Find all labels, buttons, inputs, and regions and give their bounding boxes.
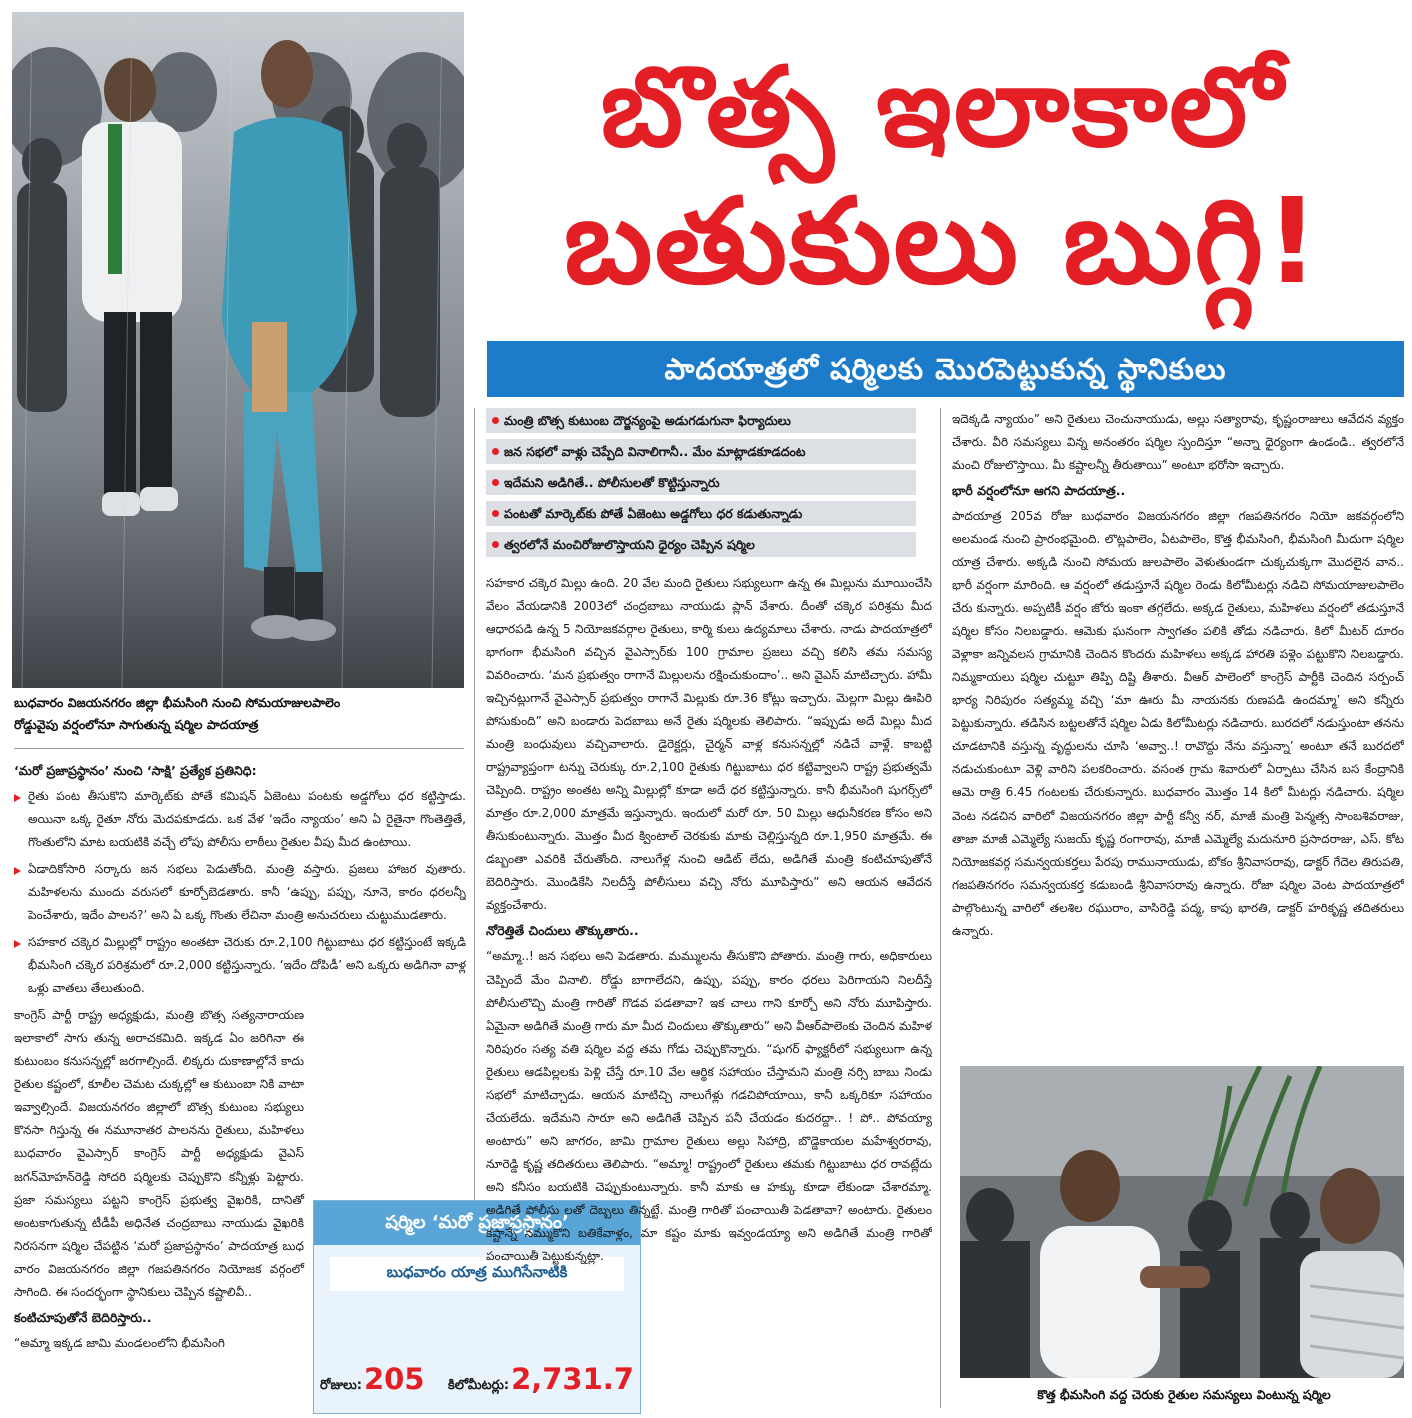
highlight-item: ఇదేమని అడిగితే.. పోలీసులతో కొట్టిస్తున్నారు: [486, 470, 916, 495]
days-label: రోజులు:: [320, 1378, 362, 1393]
article-body: ఇదెక్కడి న్యాయం” అని రైతులు చెంచునాయుడు, అల్లు సత్యారావు, కృష్ణంరాజులు ఆవేదన వ్యక్తం చేశారు. వీరి సమస్యలు విన్న అనంతరం షర్మిల స్పందిస్తూ “అన్నా ధైర్యంగా ఉండండి.. త్వరలోనే మంచి రోజులొస్తాయి. మీ కష్టాలన్నీ తీరుతాయి” అంటూ భరోసా ఇచ్చారు.: [952, 412, 1404, 473]
article-body: సహకార చక్కెర మిల్లు ఉంది. 20 వేల మంది రైతులు సభ్యులుగా ఉన్న ఈ మిల్లును మూయించేసి వేలం వేయడానికి 2003లో చంద్రబాబు నాయుడు ప్లాన్ వేశారు. దీంతో చక్కెర పరిశ్రమ మీద ఆధారపడి ఉన్న 5 నియోజకవర్గాల రైతులు, కార్మి కులు ఉద్యమాలు చేశారు. నాడు పాదయాత్రలో భాగంగా భీమసింగి వచ్చిన వైఎస్సార్‌కు 100 గ్రామాల ప్రజలు వచ్చి కలిసి తమ సమస్య వివరించారు. ‘మన ప్రభుత్వం రాగానే మిల్లులను రక్షించుకుందాం’.. అని వైఎస్ మాటిచ్చారు. హామీ ఇచ్చినట్లుగానే వైఎస్సార్ ప్రభుత్వం రాగానే మిల్లుకు రూ.36 కోట్లు ఇచ్చారు. మెల్లగా మిల్లు ఊపిరి పోసుకుంది” అని బండారు పెదబాబు అనే రైతు షర్మిలకు తెలిపారు. “ఇప్పుడు అదే మిల్లు మీద మంత్రి బంధువులు వచ్చివాలారు. డైరెక్టర్లు, చైర్మన్ వాళ్ల కనుసన్నల్లో నడిచే వాళ్లే. కాబట్టి రాష్ట్రవ్యాప్తంగా టన్ను చెరుక్కు రూ.2,100 రైతుకు గిట్టుబాటు ధర కట్టివ్వాలని రాష్ట్ర ప్రభుత్వమే చెప్పింది. రాష్ట్రం అంతట అన్ని మిల్లుల్లో కూడా అదే ధర కట్టిస్తున్నారు. కానీ భీమసింగి షుగర్స్‌లో మాత్రం రూ.2,000 మాత్రమే ఇస్తున్నారు. ఇందులో మరో రూ. 50 మిల్లు ఆధునీకరణ కోసం అని తీసుకుంటున్నారు. మొత్తం మీద క్వింటాల్ చెరకుకు మాకు చెల్లిస్తున్నది రూ.1,950 మాత్రమే. ఈ డబ్బంతా ఎవరికి చేరుతోంది. నాలుగేళ్ల నుంచి ఆడిట్ లేదు, అడిగితే మంత్రి కంటిచూపుతోనే బెదిరిస్తారు. మొండికేసి నిలదీస్తే పోలీసులు వచ్చి నోరు మూపిస్తారు” అని ఆయన ఆవేదన వ్యక్తంచేశారు.: [486, 576, 932, 913]
days-value: 205: [363, 1362, 425, 1396]
highlight-item: త్వరలోనే మంచిరోజులొస్తాయని ధైర్యం చెప్పిన షర్మిల: [486, 532, 916, 557]
days-stat: [320, 1362, 424, 1396]
subheading: భారీ వర్షంలోనూ ఆగని పాదయాత్ర..: [952, 483, 1126, 499]
article-body: “అమ్మా ఇక్కడ జామి మండలంలోని భీమసింగి: [14, 1335, 225, 1350]
deck-banner: పాదయాత్రలో షర్మిలకు మొరపెట్టుకున్న స్థానికులు: [487, 341, 1404, 397]
byline: ‘మరో ప్రజాప్రస్థానం’ నుంచి ‘సాక్షి’ ప్రత్యేక ప్రతినిధి:: [14, 763, 257, 778]
column-rule: [14, 748, 464, 749]
key-point: రైతు పంట తీసుకొని మార్కెట్‌కు పోతే కమిషన్ ఏజెంటు పంటకు అడ్డగోలు ధర కట్టిస్తాడు. అయినా ఒక్క రైతూ నోరు మెదపకూడదు. ఒక వేళ ‘ఇదేం న్యాయం’ అని ఏ రైతైనా గొంతెత్తితే, గొంతులోని మాట బయటికి వచ్చే లోపు పోలీసు లాఠీలు రైతుల వీపు మీద ఉంటాయి.: [14, 785, 466, 854]
highlight-item: జన సభలో వాళ్లు చెప్పేది వినాలిగానీ.. మేం మాట్లాడకూడదంట: [486, 439, 916, 464]
key-point: సహకార చక్కెర మిల్లుల్లో రాష్ట్రం అంతటా చెరుకు రూ.2,100 గిట్టుబాటు ధర కట్టిస్తుంటే ఇక్కడి భీమసింగి చక్కెర పరిశ్రమలో రూ.2,000 కట్టిస్తున్నారు. ‘ఇదేం దోపిడీ’ అని ఒక్కరు అడిగినా వాళ్ల ఒళ్లు వాతలు తేలుతుంది.: [14, 931, 466, 1000]
highlight-bullets: [486, 408, 916, 563]
article-body: “అమ్మా..! జన సభలు అని పెడతారు. మమ్ములను తీసుకొని పోతారు. మంత్రి గారు, అధికారులు చెప్పిందే మేం వినాలి. రోడ్డు బాగాలేదని, ఉప్పు, పప్పు, కారం ధరలు పెరిగాయని నిలదీస్తే పోలీసులొచ్చి మంత్రి గారితో గొడవ పడతావా? ఇక చాలు గాని కూర్చో అని నోరు మూపిస్తారు. ఏమైనా అడిగితే మంత్రి గారు మా మీద చిందులు తొక్కుతారు” అని వీఆర్‌పాలెంకు చెందిన మహిళ నిరిపురం సత్య వతి షర్మిల వద్ద తమ గోడు చెప్పుకొన్నారు. “షుగర్ ఫ్యాక్టరీలో సభ్యులుగా ఉన్న రైతులు ఆడపిల్లలకు పెళ్లి చేస్తే రూ.10 వేల ఆర్థిక సహాయం చేస్తామని మంత్రి నర్సి బాబు నిండు సభలో మాటిచ్చాడు. ఆయన మాటిచ్చి నాలుగేళ్లు గడచిపోయాయి, కానీ ఒక్కరికూ సహాయం చేయలేదు. ఇదేమని సారూ అని అడిగితే చెప్పిన పనీ చేయడం కుదరద్దా.. ! పో.. పోవయ్యా అంటారు” అని జాగరం, జామి గ్రామాల రైతులు అల్లు సిహాద్రి, బొడ్డెకాయల మహేశ్వరరావు, నూరెడ్డి కృష్ణ తదితరులు తెలిపారు. “అమ్మా! రాష్ట్రంలో రైతులు తమకు గిట్టుబాటు ధర రావట్లేదు అని కనీసం బయటికి చెప్పుకుంటున్నారు. కానీ మాకు ఆ హక్కు కూడా లేకుండా చేశారమ్మా. అడిగితే పోలీసు లతో దెబ్బలు తిన్నట్టే. మంత్రి గారితో పంచాయితీ పెడతావా? అంటారు. రైతులం కష్టాన్నే నమ్ముకొని బతికేవాళ్లం, మా కష్టం మాకు ఇవ్వండయ్యా అని అడిగితే మంత్రి గారితో పంచాయితీ పెట్టుకున్నట్లా.: [486, 949, 932, 1263]
key-point: ఏడాదికోసారి సర్కారు జన సభలు పెడుతోంది. మంత్రి వస్తారు. ప్రజలు హాజర వుతారు. మహిళలను ముందు వరుసలో కూర్చోబెడతారు. కానీ ‘ఉప్పు, పప్పు, నూనె, కారం ధరలన్నీ పెంచేశారు, ఇదేం పాలన?’ అని ఏ ఒక్క గొంతు లేచినా మంత్రి అనుచరులు చుట్టుముడతారు.: [14, 858, 466, 927]
km-value: 2,731.7: [511, 1362, 634, 1396]
farmers-photo-caption: కొత్త భీమసింగి వద్ద చెరుకు రైతుల సమస్యలు వింటున్న షర్మిల: [1037, 1387, 1331, 1402]
headline-line1: బొత్స ఇలాకాలో: [600, 43, 1285, 171]
farmers-photo-art: [960, 1066, 1404, 1378]
stats-subtitle: బుధవారం యాత్ర ముగిసేనాటికి: [330, 1257, 624, 1291]
km-label: కిలోమీటర్లు:: [448, 1378, 510, 1393]
rally-caption-line1: బుధవారం విజయనగరం జిల్లా భీమసింగి నుంచి సోమయాజులపాలెం: [14, 695, 341, 710]
highlight-item: పంటతో మార్కెట్‌కు పోతే ఏజెంటు అడ్డగోలు ధర కడుతున్నాడు: [486, 501, 916, 526]
column-rule: [940, 408, 941, 1408]
rally-photo-caption: [14, 692, 464, 736]
highlight-item: మంత్రి బొత్స కుటుంబ దౌర్జన్యంపై అడుగడుగునా ఫిర్యాదులు: [486, 408, 916, 433]
article-column-3: [952, 408, 1404, 1056]
rally-photo: [12, 12, 464, 688]
subheading: నోరెత్తితే చిందులు తొక్కుతారు..: [486, 923, 639, 939]
rally-photo-art: [12, 12, 464, 688]
headline-line2: బతుకులు బుగ్గి!: [563, 172, 1322, 310]
farmers-photo: [960, 1066, 1404, 1378]
stats-title: షర్మిల ‘మరో ప్రజాప్రస్థానం’: [314, 1201, 640, 1245]
article-body: కాంగ్రెస్ పార్టీ రాష్ట్ర అధ్యక్షుడు, మంత్రి బొత్స సత్యనారాయణ ఇలాకాలో సాగు తున్న అరాచకమిది. ఇక్కడ ఏం జరిగినా ఈ కుటుంబం కనుసన్నల్లో జరగాల్సిందే. లిక్కరు దుకాణాల్లోనే కాదు రైతుల కష్టంలో, కూలీల చెమట చుక్కల్లో ఆ కుటుంబా నికి వాటా ఇవ్వాల్సిందే. విజయనగరం జిల్లాలో బొత్స కుటుంబ సభ్యులు కొనసా గిస్తున్న ఈ నమూనాతర పాలనను రైతులు, మహిళలు బుధవారం వైఎస్సార్ కాంగ్రెస్ పార్టీ అధ్యక్షుడు వైఎస్ జగన్‌మోహన్‌రెడ్డి సోదరి షర్మిలకు చెప్పుకొని కన్నీళ్లు పెట్టారు. ప్రజా సమస్యలు పట్టని కాంగ్రెస్ ప్రభుత్వ వైఖరికి, దానితో అంటకాగుతున్న టీడీపీ అధినేత చంద్రబాబు నాయుడు వైఖరికి నిరసనగా షర్మిల చేపట్టిన ‘మరో ప్రజాప్రస్థానం’ పాదయాత్ర బుధ వారం విజయనగరం జిల్లా గజపతినగరం నియోజక వర్గంలో సాగింది. ఈ సందర్భంగా స్థానికులు చెప్పిన కష్టాలివీ..: [14, 1008, 304, 1299]
article-body: పాదయాత్ర 205వ రోజు బుధవారం విజయనగరం జిల్లా గజపతినగరం నియో జకవర్గంలోని అలమండ నుంచి ప్రారంభమైంది. లొట్లపాలెం, ఏటపాలెం, కొత్త భీమసింగి, భీమసింగి మీదుగా షర్మిల యాత్ర చేశారు. అక్కడి నుంచి సోమయ జులపాలెం వెళుతుండగా చుక్కచుక్కగా మొదలైన వాన.. భారీ వర్షంగా మారింది. ఆ వర్షంలో తడుస్తూనే షర్మిల రెండు కిలోమీటర్లు నడిచి సోమయాజులపాలెం చేరు కున్నారు. అప్పటికీ వర్షం జోరు ఇంకా తగ్గలేదు. అక్కడ రైతులు, మహిళలు వర్షంలో తడుస్తూనే షర్మిల కోసం నిలబడ్డారు. ఆమెకు ఘనంగా స్వాగతం పలికి తోడు నడిచారు. కిలో మీటర్ దూరం వెళ్లాకా జన్నివలస గ్రామానికి చెందిన కొందరు మహిళలు అక్కడ హారతి పళ్లెం పట్టుకొని నిలబడ్డారు. నిమ్మకాయలు షర్మిల చుట్టూ తిప్పి దిష్టి తీశారు. వీఆర్ పాలెంలో కాంగ్రెస్ పార్టీకి చెందిన సర్పంచ్ భార్య నిరిపురం సత్యమ్మ వచ్చి ‘మా ఊరు మీ నాయనకు రుణపడి ఉందమ్మా’ అని కన్నీరు పెట్టుకున్నారు. తడిసిన బట్టలతోనే షర్మిల ఏడు కిలోమీటర్లు నడిచారు. బురదలో నడుస్తుంటా తనను చూడటానికి వస్తున్న వృద్ధులను చూసి ‘అవ్వా..! రావొద్దు నేను వస్తున్నా’ అంటూ తనే బురదలో నడుచుకుంటూ వెళ్లి వారిని పలకరించారు. వసంత గ్రామ శివారులో ఏర్పాటు చేసిన బస కేంద్రానికి ఆమె రాత్రి 6.45 గంటలకు చేరుకున్నారు. బుధవారం మొత్తం 14 కిలో మీటర్లు నడిచారు. షర్మిల వెంట నడచిన వారిలో విజయనగరం జిల్లా పార్టీ కన్వీ నర్, మాజీ మంత్రి పెన్మత్స సాంబశివరాజు, తాజా మాజీ ఎమ్మెల్యే సుజయ్ కృష్ణ రంగారావు, మాజీ ఎమ్మెల్యే మదునూరి ప్రసాదరాజు, ఎస్. కోట నియోజకవర్గ సమన్వయకర్తలు పేరపు రామునాయుడు, బోకం శ్రీనివాసరావు, డాక్టర్ గేదెల తిరుపతి, గజపతినగరం సమన్వయకర్త కడుబండి శ్రీనివాసరావు ఉన్నారు. రోజా షర్మిల వెంట పాదయాత్రలో పాల్గొంటున్న వారిలో తలశిల రఘురాం, వాసిరెడ్డి పద్మ, కాపు భారతి, డాక్టర్ హరికృష్ణ తదితరులు ఉన్నారు.: [952, 509, 1404, 938]
rally-caption-line2: రోడ్డువైపు వర్షంలోనూ సాగుతున్న షర్మిల పాదయాత్ర: [14, 716, 259, 732]
key-points: [14, 785, 466, 1000]
subheading: కంటిచూపుతోనే బెదిరిస్తారు..: [14, 1309, 152, 1325]
article-column-2: [486, 572, 932, 1414]
